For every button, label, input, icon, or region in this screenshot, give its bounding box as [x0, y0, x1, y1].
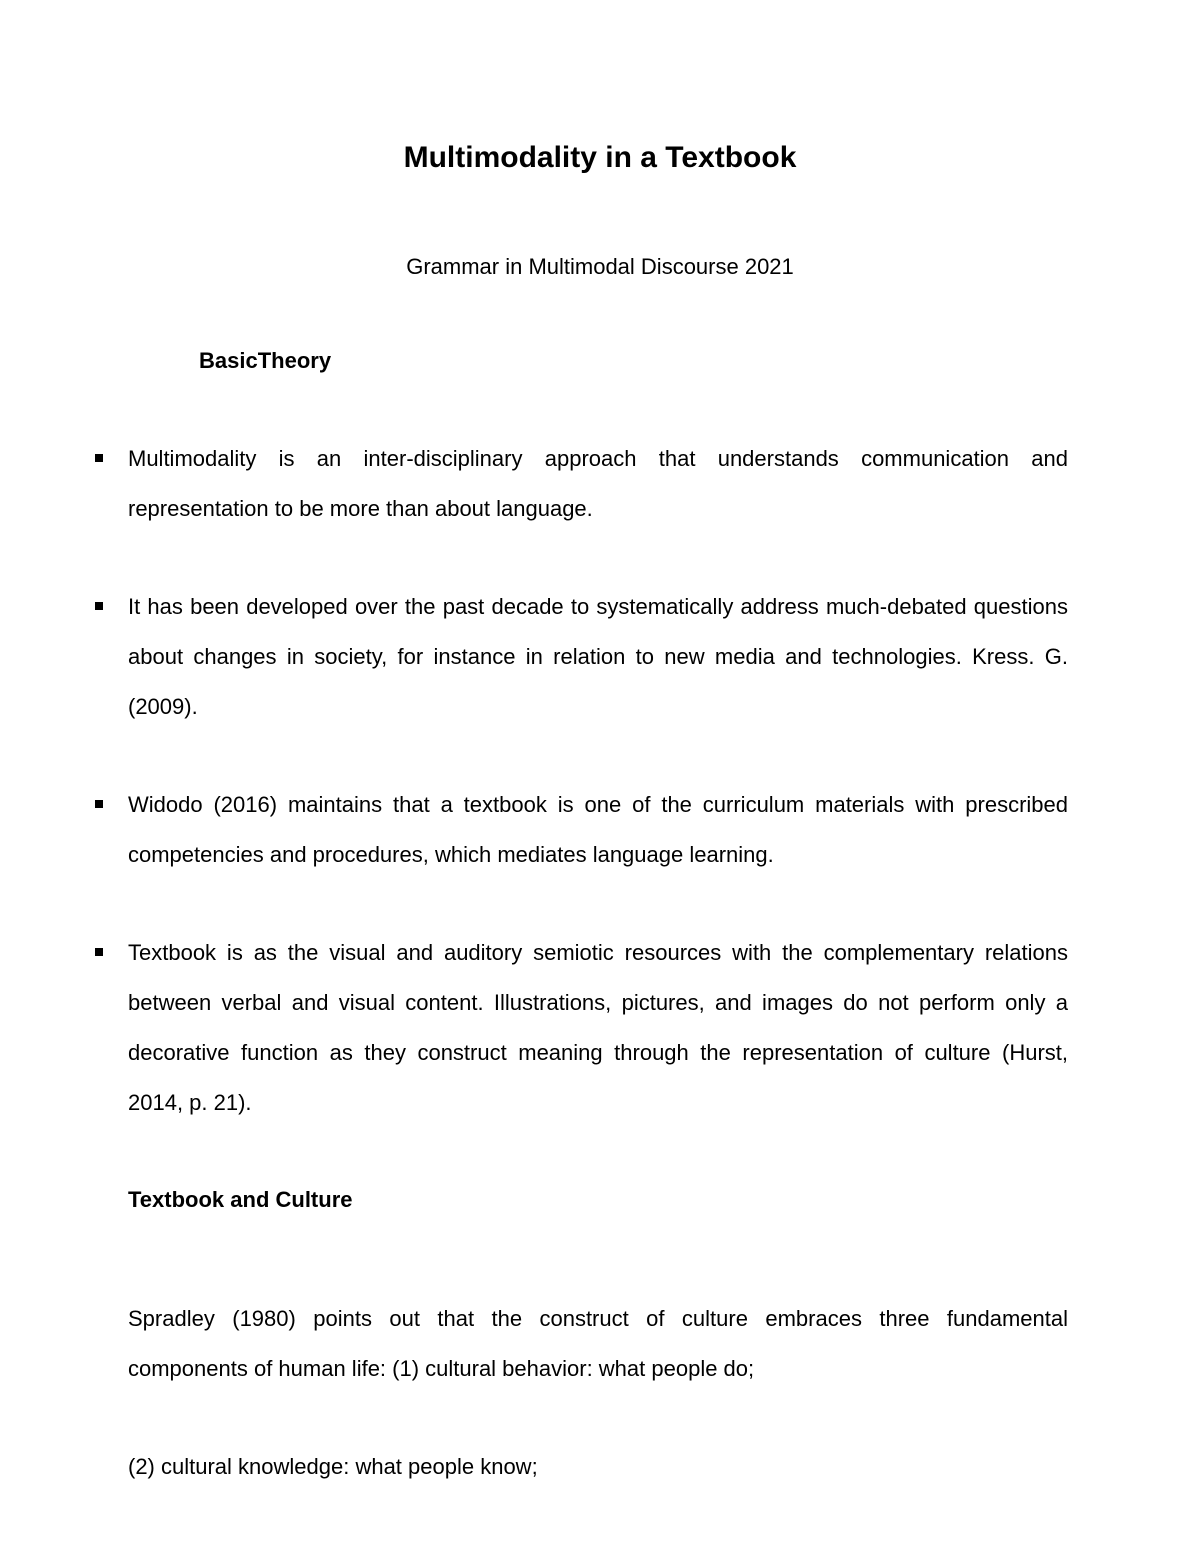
bullet-item: It has been developed over the past decade to systematically address much-debated questions about changes in society, for instance in relation to new media and technologies. Kress. G. (2009).	[128, 582, 1068, 732]
section-heading-basic-theory: BasicTheory	[199, 348, 332, 373]
document-title: Multimodality in a Textbook	[403, 141, 797, 174]
body-paragraph: (2) cultural knowledge: what people know;	[128, 1454, 538, 1479]
document-subtitle: Grammar in Multimodal Discourse 2021	[406, 254, 794, 279]
body-paragraph: Spradley (1980) points out that the construct of culture embraces three fundamental components of human life: (1) cultural behavior: what people do;	[128, 1306, 1068, 1381]
bullet-item: Textbook is as the visual and auditory semiotic resources with the complementary relations between verbal and visual content. Illustrations, pictures, and images do not perform only a decorative function as they construct meaning through the representation of culture (Hurst, 2014, p. 21).	[128, 928, 1068, 1128]
bullet-item: Multimodality is an inter-disciplinary approach that understands communication and representation to be more than about language.	[128, 434, 1068, 534]
section-heading-textbook-and-culture: Textbook and Culture	[128, 1187, 353, 1212]
bullet-item: Widodo (2016) maintains that a textbook is one of the curriculum materials with prescribed competencies and procedures, which mediates language learning.	[128, 780, 1068, 880]
